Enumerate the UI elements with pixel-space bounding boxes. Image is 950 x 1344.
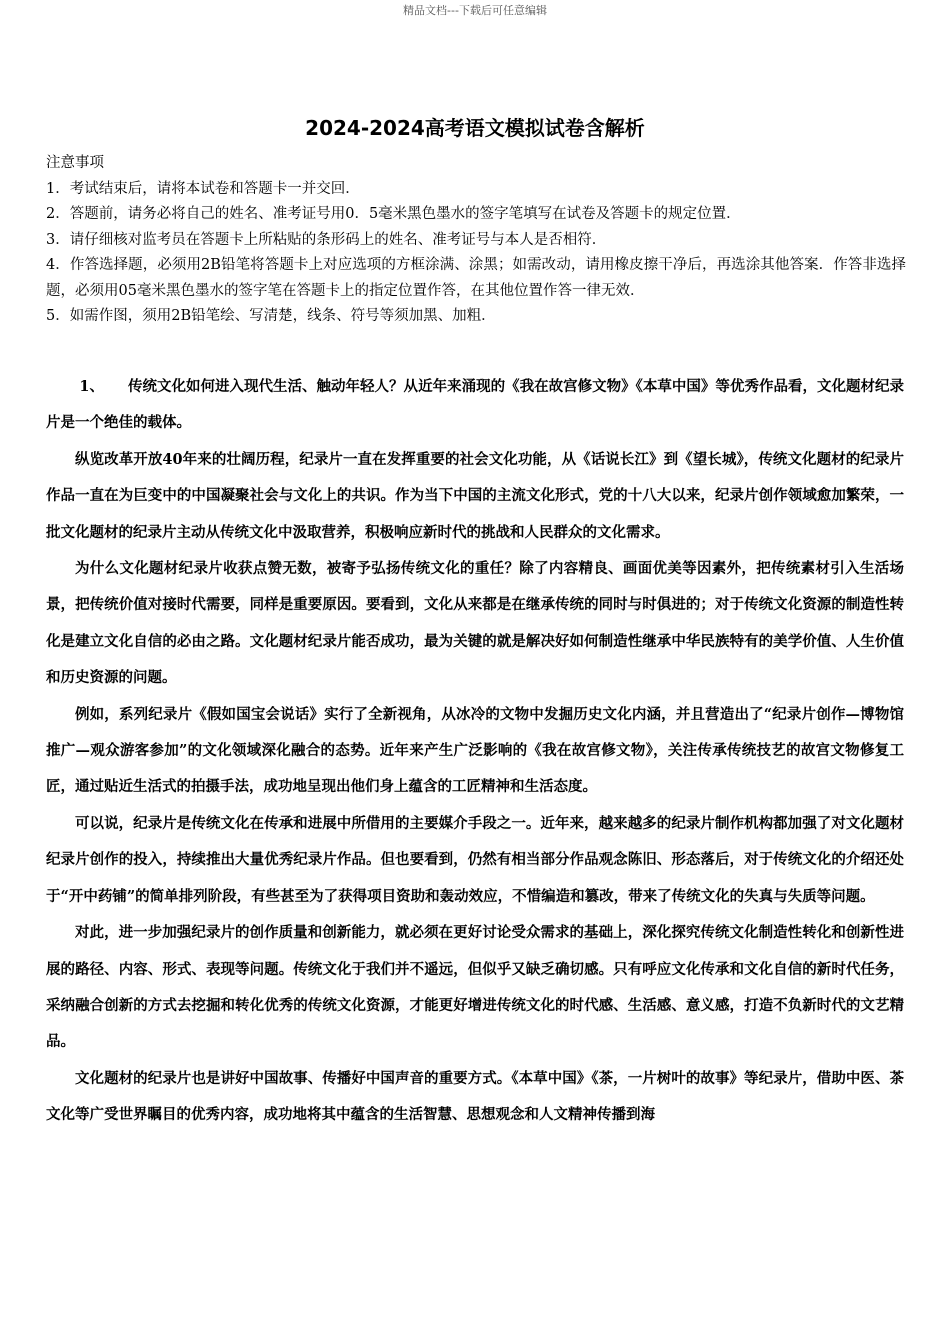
passage-paragraph: 对此，进一步加强纪录片的创作质量和创新能力，就必须在更好讨论受众需求的基础上，深化探究传统文化制造性转化和创新性进展的路径、内容、形式、表现等问题。传统文化于我们并不遥远，但似乎又缺乏确切感。只有呼应文化传承和文化自信的新时代任务，采纳融合创新的方式去挖掘和转化优秀的传统文化资源，才能更好增进传统文化的时代感、生活感、意义感，打造不负新时代的文艺精品。 (46, 924, 904, 1051)
notice-item: 2．答题前，请务必将自己的姓名、准考证号用0．5毫米黑色墨水的签字笔填写在试卷及答题卡的规定位置． (46, 206, 741, 222)
notice-item: 1．考试结束后，请将本试卷和答题卡一并交回． (46, 180, 360, 197)
passage-paragraph (46, 369, 904, 442)
notice-section (46, 151, 906, 330)
passage-paragraph: 文化题材的纪录片也是讲好中国故事、传播好中国声音的重要方式。《本草中国》《茶，一片树叶的故事》等纪录片，借助中医、茶文化等广受世界瞩目的优秀内容，成功地将其中蕴含的生活智慧、思想观念和人文精神传播到海 (46, 1069, 904, 1124)
reading-passage (46, 369, 904, 1134)
header-note: 精品文档---下载后可任意编辑 (403, 4, 547, 17)
notice-item: 3．请仔细核对监考员在答题卡上所粘贴的条形码上的姓名、准考证号与本人是否相符． (46, 231, 607, 248)
question-number: 1、 (79, 378, 104, 395)
passage-paragraph: 纵览改革开放40年来的壮阔历程，纪录片一直在发挥重要的社会文化功能，从《话说长江》到《望长城》，传统文化题材的纪录片作品一直在为巨变中的中国凝聚社会与文化上的共识。作为当下中国的主流文化形式，党的十八大以来，纪录片创作领域愈加繁荣，一批文化题材的纪录片主动从传统文化中汲取营养，积极响应新时代的挑战和人民群众的文化需求。 (46, 450, 904, 541)
paragraph-text: 传统文化如何进入现代生活、触动年轻人？从近年来涌现的《我在故宫修文物》《本草中国》等优秀作品看，文化题材纪录片是一个绝佳的载体。 (46, 378, 904, 432)
document-title: 2024-2024高考语文模拟试卷含解析 (305, 116, 645, 140)
notice-heading: 注意事项 (46, 155, 104, 171)
passage-paragraph: 可以说，纪录片是传统文化在传承和进展中所借用的主要媒介手段之一。近年来，越来越多的纪录片制作机构都加强了对文化题材纪录片创作的投入，持续推出大量优秀纪录片作品。但也要看到，仍然有相当部分作品观念陈旧、形态落后，对于传统文化的介绍还处于“开中药铺”的简单排列阶段，有些甚至为了获得项目资助和轰动效应，不惜编造和篡改，带来了传统文化的失真与失质等问题。 (46, 814, 904, 905)
notice-item: 4．作答选择题，必须用2B铅笔将答题卡上对应选项的方框涂满、涂黑；如需改动，请用橡皮擦干净后，再选涂其他答案．作答非选择题，必须用05毫米黑色墨水的签字笔在答题卡上的指定位置作答，在其他位置作答一律无效． (46, 257, 906, 299)
passage-paragraph: 为什么文化题材纪录片收获点赞无数，被寄予弘扬传统文化的重任？除了内容精良、画面优美等因素外，把传统素材引入生活场景，把传统价值对接时代需要，同样是重要原因。要看到，文化从来都是在继承传统的同时与时俱进的；对于传统文化资源的制造性转化是建立文化自信的必由之路。文化题材纪录片能否成功，最为关键的就是解决好如何制造性继承中华民族特有的美学价值、人生价值和历史资源的问题。 (46, 560, 904, 687)
notice-item: 5．如需作图，须用2B铅笔绘、写清楚，线条、符号等须加黑、加粗． (46, 308, 496, 324)
passage-paragraph: 例如，系列纪录片《假如国宝会说话》实行了全新视角，从冰冷的文物中发掘历史文化内涵，并且营造出了“纪录片创作—博物馆推广—观众游客参加”的文化领域深化融合的态势。近年来产生广泛影响的《我在故宫修文物》，关注传承传统技艺的故宫文物修复工匠，通过贴近生活式的拍摄手法，成功地呈现出他们身上蕴含的工匠精神和生活态度。 (46, 705, 904, 796)
